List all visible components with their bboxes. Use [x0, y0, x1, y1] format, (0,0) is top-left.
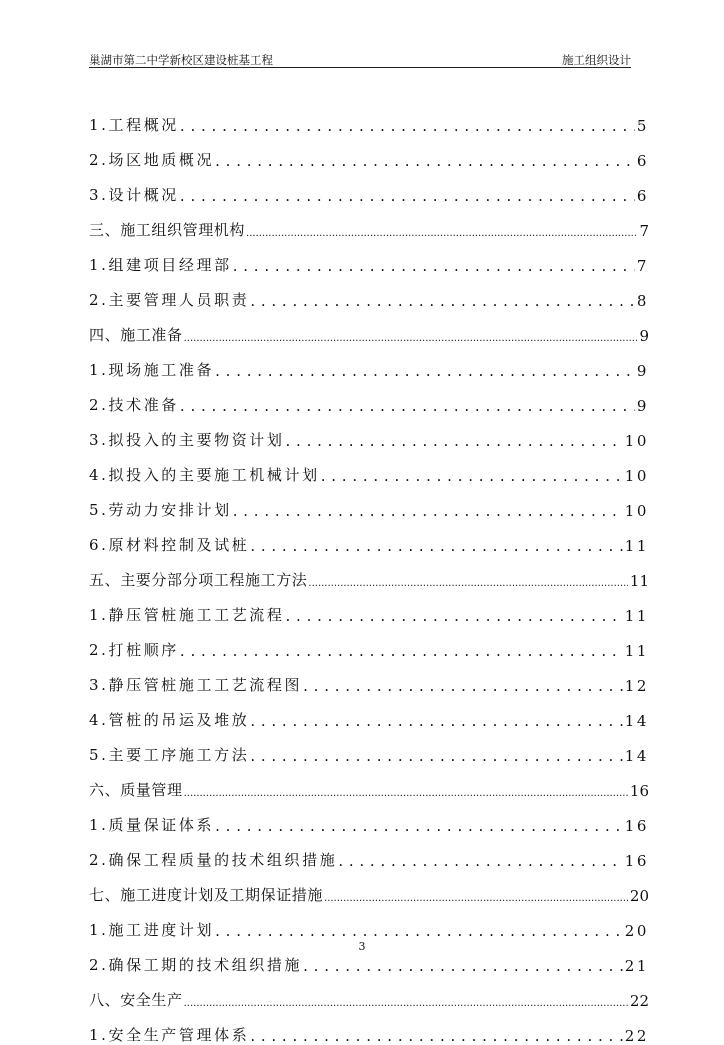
toc-entry-page: 22 [624, 1027, 649, 1045]
toc-entry-page: 21 [624, 957, 649, 975]
toc-entry-page: 16 [629, 782, 649, 800]
toc-entry [89, 625, 649, 660]
toc-entry [89, 240, 649, 275]
toc-entry-page: 20 [624, 922, 649, 940]
toc-entry [89, 695, 649, 730]
toc-entry [89, 450, 649, 485]
toc-entry-label: 4.拟投入的主要施工机械计划 [89, 466, 320, 484]
page-header [89, 53, 631, 68]
toc-entry-label: 1.组建项目经理部 [89, 256, 232, 274]
toc-entry-label: 2.打桩顺序 [89, 641, 179, 659]
toc-entry [89, 905, 649, 940]
header-project-title: 巢湖市第二中学新校区建设桩基工程 [89, 53, 273, 67]
toc-entry-page: 10 [624, 502, 649, 520]
toc-dot-leader [250, 712, 622, 730]
toc-dot-leader [250, 292, 635, 310]
toc-dot-leader [180, 117, 635, 135]
toc-entry-label: 3.拟投入的主要物资计划 [89, 431, 285, 449]
toc-entry-page: 5 [636, 117, 649, 135]
toc-entry-page: 9 [636, 397, 649, 415]
toc-dot-leader [215, 922, 623, 940]
toc-entry [89, 590, 649, 625]
toc-entry-label: 5.主要工序施工方法 [89, 746, 250, 764]
toc-dot-leader [215, 362, 635, 380]
toc-entry-page: 6 [636, 152, 649, 170]
toc-entry-label: 5.劳动力安排计划 [89, 501, 232, 519]
toc-dot-leader [180, 397, 635, 415]
toc-dot-leader [308, 572, 628, 590]
toc-dot-leader [180, 187, 635, 205]
toc-dot-leader [250, 747, 622, 765]
toc-dot-leader [233, 502, 623, 520]
toc-entry-label: 2.主要管理人员职责 [89, 291, 250, 309]
toc-dot-leader [184, 782, 628, 800]
toc-entry [89, 800, 649, 835]
toc-entry [89, 345, 649, 380]
toc-entry-label: 3.静压管桩施工工艺流程图 [89, 676, 303, 694]
toc-entry [89, 380, 649, 415]
toc-entry [89, 835, 649, 870]
toc-dot-leader [215, 817, 623, 835]
toc-entry-label: 1.质量保证体系 [89, 816, 215, 834]
toc-entry [89, 730, 649, 765]
toc-entry [89, 100, 649, 135]
toc-entry [89, 520, 649, 555]
toc-entry [89, 170, 649, 205]
toc-dot-leader [250, 1027, 622, 1045]
toc-entry-label: 四、施工准备 [89, 326, 183, 344]
toc-entry [89, 205, 649, 240]
toc-dot-leader [180, 642, 623, 660]
toc-entry-label: 1.静压管桩施工工艺流程 [89, 606, 285, 624]
toc-entry-label: 五、主要分部分项工程施工方法 [89, 571, 308, 589]
toc-entry [89, 415, 649, 450]
toc-dot-leader [303, 957, 623, 975]
toc-dot-leader [233, 257, 635, 275]
toc-entry [89, 765, 649, 800]
toc-dot-leader [286, 432, 623, 450]
toc-entry [89, 870, 649, 905]
toc-entry-label: 2.场区地质概况 [89, 151, 215, 169]
toc-entry-page: 8 [636, 292, 649, 310]
toc-entry-label: 6.原材料控制及试桩 [89, 536, 250, 554]
toc-entry-label: 三、施工组织管理机构 [89, 221, 246, 239]
header-document-type: 施工组织设计 [562, 53, 631, 67]
toc-entry-page: 11 [624, 642, 649, 660]
toc-entry-label: 2.技术准备 [89, 396, 179, 414]
toc-dot-leader [286, 607, 623, 625]
toc-entry [89, 555, 649, 590]
toc-entry [89, 485, 649, 520]
toc-dot-leader [338, 852, 622, 870]
toc-entry [89, 660, 649, 695]
toc-entry [89, 1010, 649, 1045]
toc-entry [89, 975, 649, 1010]
toc-entry-label: 4.管桩的吊运及堆放 [89, 711, 250, 729]
toc-entry-page: 9 [639, 327, 649, 345]
toc-entry-page: 11 [624, 607, 649, 625]
toc-entry-page: 10 [624, 432, 649, 450]
table-of-contents [89, 100, 649, 1045]
page-number: 3 [358, 940, 366, 953]
toc-entry-label: 1.安全生产管理体系 [89, 1026, 250, 1044]
toc-entry-label: 八、安全生产 [89, 991, 183, 1009]
toc-entry-page: 10 [624, 467, 649, 485]
toc-entry-label: 2.确保工程质量的技术组织措施 [89, 851, 338, 869]
toc-dot-leader [250, 537, 622, 555]
toc-dot-leader [321, 467, 623, 485]
toc-entry-page: 12 [624, 677, 649, 695]
toc-dot-leader [184, 327, 638, 345]
toc-entry [89, 310, 649, 345]
toc-entry-page: 14 [624, 747, 649, 765]
toc-entry-label: 六、质量管理 [89, 781, 183, 799]
toc-entry-label: 1.施工进度计划 [89, 921, 215, 939]
toc-entry-page: 16 [624, 852, 649, 870]
toc-entry-page: 14 [624, 712, 649, 730]
toc-entry [89, 275, 649, 310]
toc-entry-page: 9 [636, 362, 649, 380]
toc-entry-page: 6 [636, 187, 649, 205]
toc-entry-label: 1.现场施工准备 [89, 361, 215, 379]
toc-entry-page: 11 [624, 537, 649, 555]
toc-entry-page: 7 [639, 222, 649, 240]
toc-entry-page: 20 [629, 887, 649, 905]
toc-dot-leader [184, 992, 628, 1010]
toc-dot-leader [303, 677, 623, 695]
toc-entry-page: 16 [624, 817, 649, 835]
toc-dot-leader [215, 152, 635, 170]
toc-dot-leader [324, 887, 628, 905]
toc-entry-label: 3.设计概况 [89, 186, 179, 204]
toc-entry-page: 22 [629, 992, 649, 1010]
toc-entry [89, 135, 649, 170]
toc-entry-label: 1.工程概况 [89, 116, 179, 134]
toc-dot-leader [246, 222, 637, 240]
toc-entry-page: 11 [629, 572, 649, 590]
toc-entry-page: 7 [636, 257, 649, 275]
toc-entry-label: 2.确保工期的技术组织措施 [89, 956, 303, 974]
toc-entry-label: 七、施工进度计划及工期保证措施 [89, 886, 324, 904]
